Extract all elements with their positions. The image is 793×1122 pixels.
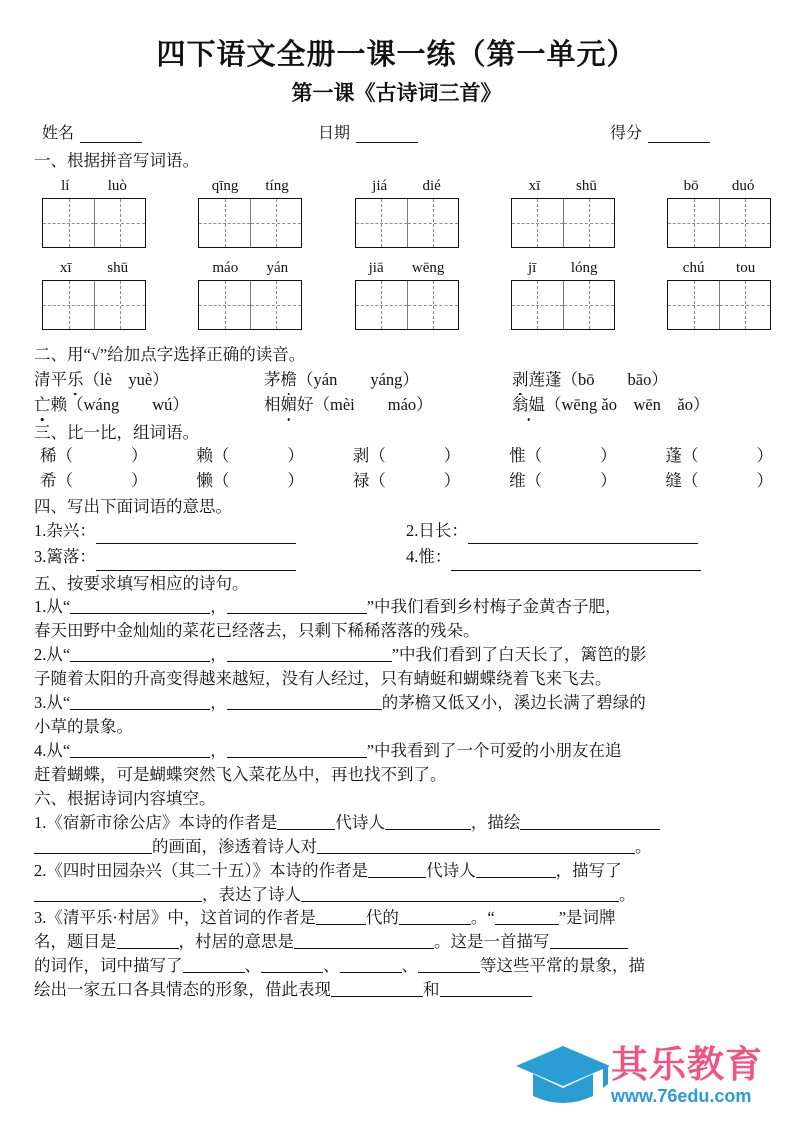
pronunciation-row-1 [0, 368, 793, 393]
pinyin-syllable-1: qīng [211, 178, 239, 195]
answer-blank[interactable] [418, 958, 480, 973]
poem-blank[interactable] [227, 599, 367, 614]
open-paren: （ [212, 446, 230, 466]
section-5-q2 [0, 643, 793, 667]
answer-blank[interactable] [316, 910, 366, 925]
pinyin-group [198, 260, 302, 330]
pinyin-syllable-1: lí [61, 178, 70, 195]
q3-sep-2: 、 [323, 956, 340, 976]
grid-cell[interactable] [43, 199, 94, 247]
pronunciation-row-2 [0, 393, 793, 418]
spacer-b [418, 120, 610, 143]
q3-sep-3: 、 [401, 956, 418, 976]
grid-cell[interactable] [356, 281, 407, 329]
grid-cell[interactable] [719, 281, 770, 329]
poem-blank[interactable] [70, 743, 210, 758]
answer-blank[interactable] [301, 887, 619, 902]
close-paren: ） [443, 471, 461, 491]
site-watermark [515, 1036, 787, 1114]
word-prefix: 茅 [264, 369, 281, 389]
name-label: 姓名 [42, 124, 75, 142]
section-6-q2 [0, 859, 793, 883]
poem-blank[interactable] [70, 695, 210, 710]
pinyin-label [667, 178, 771, 195]
q2-text-b: 代诗人 [426, 860, 476, 880]
open-paren: （ [682, 446, 699, 466]
word-build-item[interactable] [353, 444, 461, 469]
q1-text-b: 代诗人 [335, 812, 385, 832]
pinyin-syllable-1: xī [59, 260, 72, 277]
answer-blank[interactable] [34, 839, 152, 854]
pronunciation-item[interactable] [34, 368, 264, 393]
meaning-answer-blank[interactable] [468, 528, 698, 544]
open-paren: （ [369, 471, 386, 491]
q4-comma: ， [210, 740, 227, 760]
q3-text-c: 。“ [470, 908, 495, 928]
base-character: 赖 [196, 446, 213, 466]
base-character: 懒 [196, 471, 213, 491]
section-6-q3-line2 [0, 930, 793, 954]
word-build-item[interactable] [196, 444, 304, 469]
open-paren: （ [212, 471, 230, 491]
pinyin-syllable-1: jī [527, 260, 537, 277]
character-grid[interactable] [667, 198, 771, 248]
q3-text-m: 绘出一家五口各具情态的形象，借此表现 [34, 980, 331, 1000]
pinyin-choices[interactable]: （wēng ǎo wēn ǎo） [545, 395, 710, 415]
q3-lead: 3.从“ [34, 692, 71, 712]
pinyin-syllable-2: luò [107, 178, 127, 195]
meaning-word: 篱落： [46, 547, 96, 567]
grid-cell[interactable] [250, 281, 301, 329]
pinyin-label [511, 178, 615, 195]
grid-cell[interactable] [719, 199, 770, 247]
open-paren: （ [56, 446, 73, 466]
score-field-group [610, 120, 710, 143]
watermark-text [611, 1043, 787, 1106]
pinyin-choices[interactable]: （lè yuè） [83, 369, 169, 389]
meaning-answer-blank[interactable] [96, 528, 296, 544]
pinyin-group [355, 260, 459, 330]
pronunciation-item[interactable] [512, 393, 710, 418]
character-grid[interactable] [667, 280, 771, 330]
word-build-item[interactable] [40, 469, 148, 494]
open-paren: （ [525, 471, 543, 491]
pinyin-syllable-2: lóng [570, 260, 598, 277]
word-prefix: 清平 [34, 369, 67, 389]
meaning-item [34, 544, 406, 570]
word-build-item[interactable] [40, 444, 148, 469]
pinyin-label [511, 260, 615, 277]
q3-text-e: 名，题目是 [34, 932, 117, 952]
section-1-heading: 一、根据拼音写词语。 [34, 150, 199, 170]
grid-cell[interactable] [250, 199, 301, 247]
meaning-answer-blank[interactable] [96, 555, 296, 571]
pronunciation-item[interactable] [264, 393, 512, 418]
answer-blank[interactable] [117, 934, 179, 949]
q1-text-c: ，描绘 [470, 812, 521, 832]
word-build-item[interactable] [353, 469, 461, 494]
grid-cell[interactable] [407, 281, 458, 329]
pinyin-syllable-2: shū [107, 260, 129, 277]
dotted-character: 剥 [512, 368, 529, 393]
dotted-character: 翁媪 [512, 393, 545, 418]
meaning-item [406, 518, 775, 544]
dotted-character: 亡 [34, 393, 51, 418]
section-5-q3 [0, 691, 793, 715]
pinyin-row-2 [0, 260, 793, 330]
answer-blank[interactable] [261, 958, 323, 973]
pinyin-label [198, 260, 302, 277]
word-build-row-2 [0, 469, 793, 494]
answer-blank[interactable] [550, 934, 628, 949]
grid-cell[interactable] [407, 199, 458, 247]
section-2-heading: 二、用“√”给加点字选择正确的读音。 [34, 345, 306, 365]
close-paren: ） [756, 446, 773, 466]
brand-name: 其乐教育 [611, 1043, 763, 1085]
close-paren: ） [287, 471, 304, 491]
pinyin-syllable-1: jiá [372, 178, 388, 195]
q3-comma: ， [210, 692, 227, 712]
poem-blank[interactable] [70, 647, 210, 662]
pinyin-choices[interactable]: （bō bāo） [561, 369, 668, 389]
pinyin-label [355, 178, 459, 195]
close-paren: ） [756, 471, 773, 491]
section-6-q3-line3 [0, 954, 793, 978]
pinyin-syllable-2: yán [266, 260, 289, 277]
answer-blank[interactable] [331, 982, 423, 997]
grid-cell[interactable] [199, 199, 250, 247]
meaning-row-1 [0, 518, 793, 544]
section-4-heading: 四、写出下面词语的意思。 [34, 496, 232, 516]
answer-blank[interactable] [277, 815, 335, 830]
pinyin-choices[interactable]: （yán yáng） [297, 369, 419, 389]
character-grid[interactable] [42, 280, 146, 330]
poem-blank[interactable] [227, 743, 367, 758]
q3-text-l: 等这些平常的景象，描 [480, 956, 645, 976]
answer-blank[interactable] [317, 839, 635, 854]
q2-tail: ”中我们看到了白天长了，篱笆的影 [391, 644, 647, 664]
q1-text-e: 。 [635, 836, 652, 856]
page-title: 四下语文全册一课一练（第一单元） [156, 39, 637, 71]
pinyin-label [667, 260, 771, 277]
pinyin-group [667, 178, 771, 248]
pinyin-group [511, 178, 615, 248]
meaning-item [406, 544, 775, 570]
base-character: 禄 [352, 471, 370, 491]
word-suffix: 莲蓬 [528, 369, 562, 389]
grid-cell[interactable] [94, 199, 145, 247]
dotted-character: 檐 [281, 368, 298, 393]
q4-lead: 4.从“ [34, 740, 71, 760]
answer-blank[interactable] [385, 815, 471, 830]
close-paren: ） [443, 446, 461, 466]
word-build-item[interactable] [509, 469, 617, 494]
grid-cell[interactable] [563, 199, 614, 247]
base-character: 维 [509, 471, 526, 491]
word-build-row-1 [0, 444, 793, 469]
pinyin-row-1 [0, 178, 793, 248]
answer-blank[interactable] [368, 863, 426, 878]
grid-cell[interactable] [668, 281, 719, 329]
grid-cell[interactable] [512, 281, 563, 329]
q3-text-f: ，村居的意思是 [178, 932, 294, 952]
pinyin-syllable-1: bō [683, 178, 699, 195]
open-paren: （ [369, 446, 386, 466]
close-paren: ） [131, 471, 148, 491]
section-6-q2-cont [0, 883, 793, 907]
name-input-blank[interactable] [80, 128, 142, 143]
date-input-blank[interactable] [356, 128, 418, 143]
brand-url: www.76edu.com [611, 1085, 752, 1106]
base-character: 缝 [665, 471, 682, 491]
score-label: 得分 [610, 124, 643, 142]
q1-text-d: 的画面，渗透着诗人对 [152, 836, 317, 856]
grid-cell[interactable] [356, 199, 407, 247]
grid-cell[interactable] [668, 199, 719, 247]
meaning-answer-blank[interactable] [451, 555, 701, 571]
character-grid[interactable] [355, 280, 459, 330]
answer-blank[interactable] [183, 958, 245, 973]
answer-blank[interactable] [440, 982, 532, 997]
pinyin-group [511, 260, 615, 330]
open-paren: （ [525, 446, 543, 466]
pinyin-label [42, 178, 146, 195]
q3-sep-1: 、 [244, 956, 261, 976]
q2-lead: 2.从“ [34, 644, 71, 664]
date-label: 日期 [318, 124, 351, 142]
section-5-q1 [0, 595, 793, 619]
q3-text-h: 的词作，词中描写了 [34, 956, 183, 976]
dotted-character: 乐 [67, 368, 84, 393]
section-6-q3-line4 [0, 978, 793, 1002]
pinyin-group [198, 178, 302, 248]
q3-text-g: 。这是一首描写 [434, 932, 550, 952]
meaning-word: 杂兴： [46, 521, 96, 541]
open-paren: （ [682, 471, 699, 491]
q2-text-c: ，描写了 [555, 860, 622, 880]
item-number: 1. [34, 521, 47, 541]
close-paren: ） [600, 446, 617, 466]
q2-text-a: 2.《四时田园杂兴（其二十五）》本诗的作者是 [34, 860, 369, 880]
character-grid[interactable] [511, 280, 615, 330]
base-character: 稀 [40, 446, 57, 466]
answer-blank[interactable] [340, 958, 402, 973]
meaning-item [34, 518, 406, 544]
section-5-q3-cont: 小草的景象。 [34, 716, 133, 736]
grid-cell[interactable] [43, 281, 94, 329]
answer-blank[interactable] [520, 815, 660, 830]
section-6-q1-cont [0, 835, 793, 859]
q1-lead: 1.从“ [34, 597, 71, 617]
pinyin-syllable-2: shū [576, 178, 597, 195]
pinyin-syllable-2: wēng [411, 260, 445, 277]
q1-text-a: 1.《宿新市徐公店》本诗的作者是 [34, 812, 278, 832]
answer-blank[interactable] [476, 863, 556, 878]
pinyin-group [355, 178, 459, 248]
dotted-character: 媚 [281, 393, 298, 418]
section-6-heading: 六、根据诗词内容填空。 [34, 789, 216, 809]
word-suffix: 赖 [50, 395, 67, 415]
q3-text-b: 代的 [365, 908, 399, 928]
poem-blank[interactable] [70, 599, 210, 614]
q2-text-e: 。 [619, 884, 636, 904]
character-grid[interactable] [198, 198, 302, 248]
item-number: 2. [406, 521, 419, 541]
grid-cell[interactable] [512, 199, 563, 247]
date-field-group [318, 120, 418, 143]
q4-tail: ”中我看到了一个可爱的小朋友在追 [366, 740, 622, 760]
q2-text-d: ，表达了诗人 [202, 884, 301, 904]
character-grid[interactable] [511, 198, 615, 248]
pinyin-syllable-1: chú [682, 260, 705, 277]
base-character: 希 [40, 471, 57, 491]
pinyin-group [42, 178, 146, 248]
word-suffix: 好 [297, 395, 314, 415]
section-6-q1 [0, 811, 793, 835]
open-paren: （ [56, 471, 73, 491]
pinyin-choices[interactable]: （mèi máo） [313, 395, 433, 415]
base-character: 惟 [509, 446, 526, 466]
pinyin-label [355, 260, 459, 277]
base-character: 蓬 [665, 446, 682, 466]
pinyin-syllable-1: xī [528, 178, 541, 195]
grid-cell[interactable] [94, 281, 145, 329]
pinyin-syllable-2: tou [736, 260, 756, 277]
spacer-a [142, 120, 318, 143]
name-field-group [42, 120, 142, 143]
base-character: 剥 [352, 446, 370, 466]
q3-text-d: ”是词牌 [558, 908, 616, 928]
pinyin-choices[interactable]: （wáng wú） [67, 395, 189, 415]
word-build-item[interactable] [666, 444, 774, 469]
meaning-row-2 [0, 544, 793, 570]
close-paren: ） [131, 446, 148, 466]
item-number: 4. [406, 547, 419, 567]
item-number: 3. [34, 547, 47, 567]
pinyin-syllable-2: duó [731, 178, 755, 195]
pinyin-syllable-1: jiā [368, 260, 384, 277]
character-grid[interactable] [355, 198, 459, 248]
answer-blank[interactable] [399, 910, 471, 925]
meaning-word: 日长： [418, 521, 468, 541]
score-input-blank[interactable] [648, 128, 710, 143]
section-5-heading: 五、按要求填写相应的诗句。 [34, 573, 249, 593]
meaning-word: 惟： [418, 547, 452, 567]
q3-tail: 的茅檐又低又小，溪边长满了碧绿的 [381, 692, 646, 712]
section-5-q1-cont: 春天田野中金灿灿的菜花已经落去，只剩下稀稀落落的残朵。 [34, 621, 480, 641]
graduation-cap-icon [515, 1040, 611, 1110]
pronunciation-item[interactable] [264, 368, 512, 393]
poem-blank[interactable] [227, 647, 392, 662]
section-6-q3 [0, 906, 793, 930]
pinyin-label [42, 260, 146, 277]
close-paren: ） [600, 471, 617, 491]
character-grid[interactable] [42, 198, 146, 248]
pinyin-group [667, 260, 771, 330]
student-info-row [0, 120, 793, 143]
pinyin-syllable-2: dié [422, 178, 441, 195]
word-build-item[interactable] [509, 444, 617, 469]
grid-cell[interactable] [199, 281, 250, 329]
section-5-q4 [0, 739, 793, 763]
pronunciation-item[interactable] [34, 393, 264, 418]
section-5-q4-cont: 赶着蝴蝶，可是蝴蝶突然飞入菜花丛中，再也找不到了。 [34, 764, 447, 784]
page-subtitle: 第一课《古诗词三首》 [291, 80, 502, 105]
word-build-item[interactable] [666, 469, 774, 494]
q2-comma: ， [210, 644, 227, 664]
answer-blank[interactable] [294, 934, 434, 949]
q3-text-a: 3.《清平乐·村居》中，这首词的作者是 [34, 908, 316, 928]
pinyin-group [42, 260, 146, 330]
poem-blank[interactable] [227, 695, 382, 710]
word-build-item[interactable] [196, 469, 304, 494]
q1-tail: ”中我们看到乡村梅子金黄杏子肥， [366, 597, 622, 617]
pinyin-syllable-2: tíng [265, 178, 289, 195]
answer-blank[interactable] [495, 910, 559, 925]
grid-cell[interactable] [563, 281, 614, 329]
answer-blank[interactable] [34, 887, 202, 902]
section-5-q2-cont: 子随着太阳的升高变得越来越短，没有人经过，只有蜻蜓和蝴蝶绕着飞来飞去。 [34, 668, 612, 688]
q1-comma: ， [210, 597, 227, 617]
pinyin-label [198, 178, 302, 195]
q3-text-n: 和 [423, 980, 440, 1000]
character-grid[interactable] [198, 280, 302, 330]
close-paren: ） [287, 446, 304, 466]
pinyin-syllable-1: máo [212, 260, 239, 277]
pronunciation-item[interactable] [512, 368, 668, 393]
word-prefix: 相 [264, 395, 281, 415]
section-3-heading: 三、比一比，组词语。 [34, 423, 199, 443]
